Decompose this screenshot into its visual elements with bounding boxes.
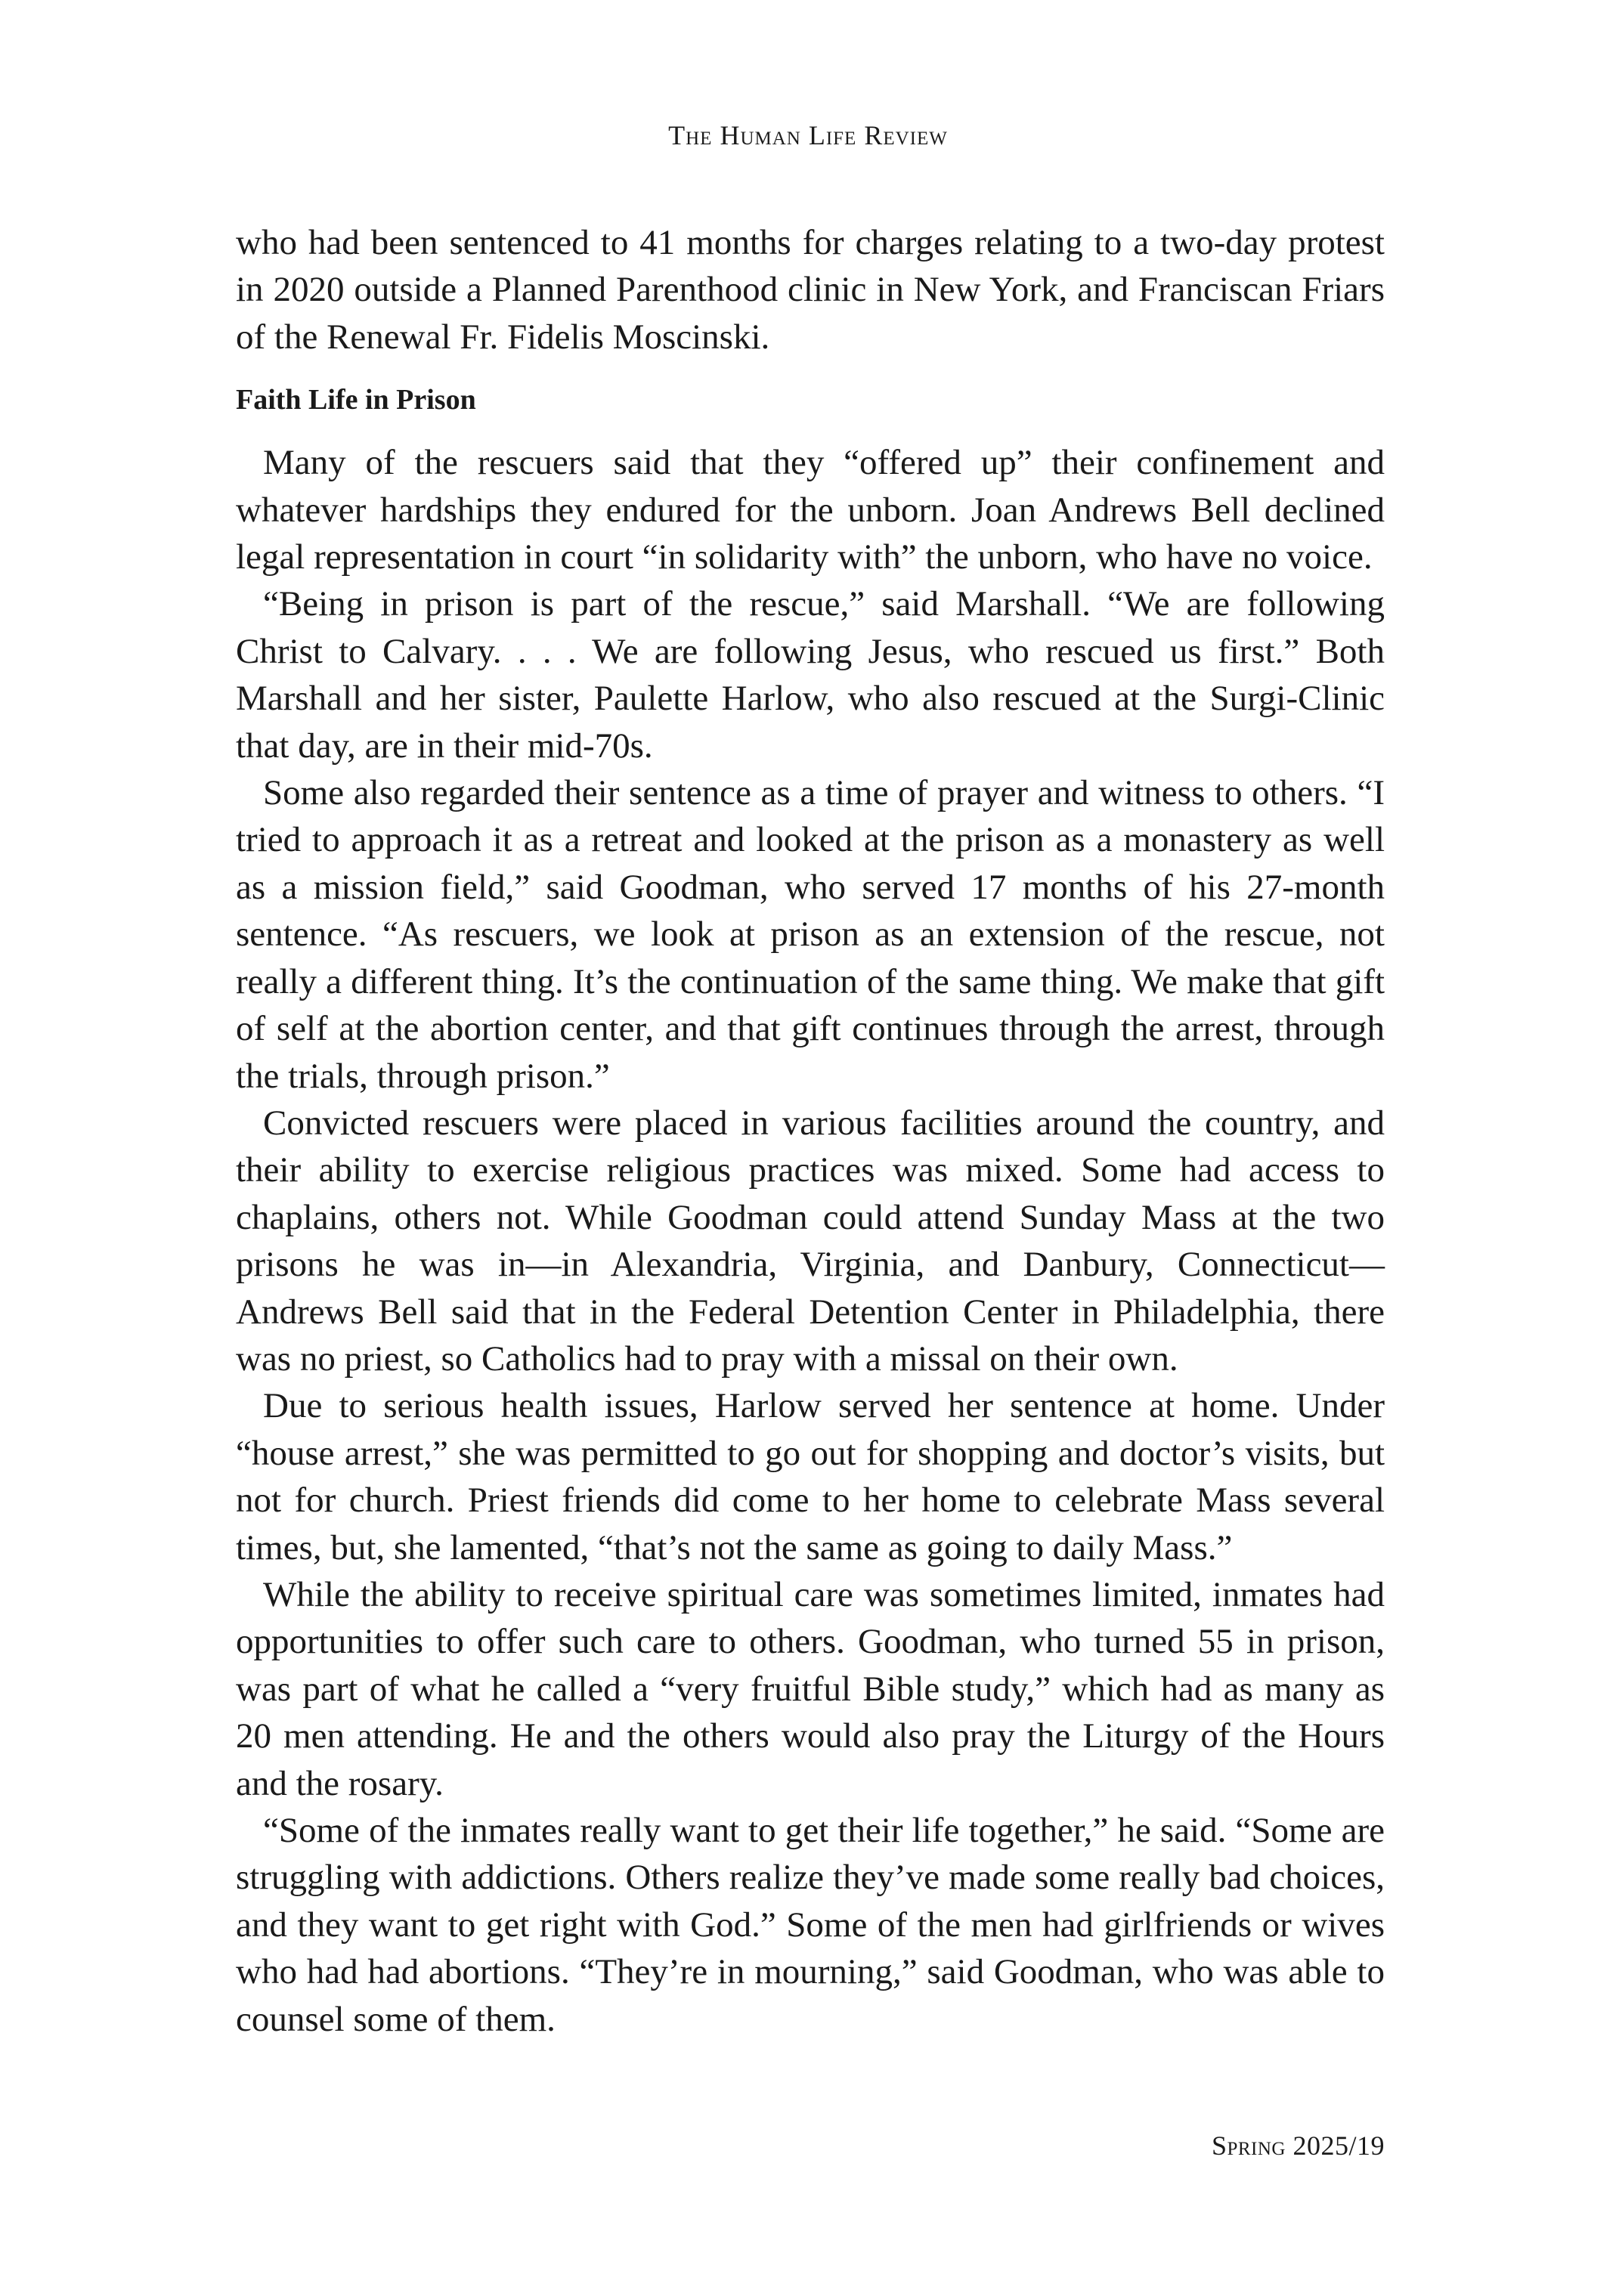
section-heading: Faith Life in Prison [236, 384, 476, 416]
continued-paragraph: who had been sentenced to 41 months for charges relating to a two-day protest in 2020 outside a Planned Parenthood clinic in New York, and Franciscan Friars of the Renewal Fr. Fidelis Moscinski. [236, 223, 1385, 357]
article-body [236, 219, 1385, 2043]
paragraph: “Being in prison is part of the rescue,” said Marshall. “We are following Christ to Calvary. . . . We are following Jesus, who rescued us first.” Both Marshall and her sister, Paulette Harlow, who also rescued at the Surgi-Clinic that day, are in their mid-70s. [236, 584, 1385, 766]
paragraph: Some also regarded their sentence as a time of prayer and witness to others. “I tried to approach it as a retreat and looked at the prison as a monastery as well as a mission field,” said Goodman, who served 17 months of his 27-month sentence. “As rescuers, we look at prison as an extension of the rescue, not really a different thing. It’s the continuation of the same thing. We make that gift of self at the abortion center, and that gift continues through the arrest, through the trials, through prison.” [236, 773, 1385, 1096]
paragraph: Due to serious health issues, Harlow served her sentence at home. Under “house arrest,” she was permitted to go out for shopping and doctor’s visits, but not for church. Priest friends did come to her home to celebrate Mass several times, but, she lamented, “that’s not the same as going to daily Mass.” [236, 1386, 1385, 1567]
paragraph: Many of the rescuers said that they “offered up” their confinement and whatever hardships they endured for the unborn. Joan Andrews Bell declined legal representation in court “in solidarity with” the unborn, who have no voice. [236, 443, 1385, 577]
paragraph: Convicted rescuers were placed in various facilities around the country, and their ability to exercise religious practices was mixed. Some had access to chaplains, others not. While Goodman could attend Sunday Mass at the two prisons he was in—in Alexandria, Virginia, and Danbury, Connecticut—Andrews Bell said that in the Federal Detention Center in Philadelphia, there was no priest, so Catholics had to pray with a missal on their own. [236, 1103, 1385, 1379]
page-folio: Spring 2025/19 [1211, 2130, 1385, 2161]
paragraph: While the ability to receive spiritual care was sometimes limited, inmates had opportunities to offer such care to others. Goodman, who turned 55 in prison, was part of what he called a “very fruitful Bible study,” which had as many as 20 men attending. He and the others would also pray the Liturgy of the Hours and the rosary. [236, 1574, 1385, 1803]
paragraph: “Some of the inmates really want to get their life together,” he said. “Some are struggling with addictions. Others realize they’ve made some really bad choices, and they want to get right with God.” Some of the men had girlfriends or wives who had had abortions. “They’re in mourning,” said Goodman, who was able to counsel some of them. [236, 1811, 1385, 2039]
running-head: The Human Life Review [668, 120, 948, 150]
